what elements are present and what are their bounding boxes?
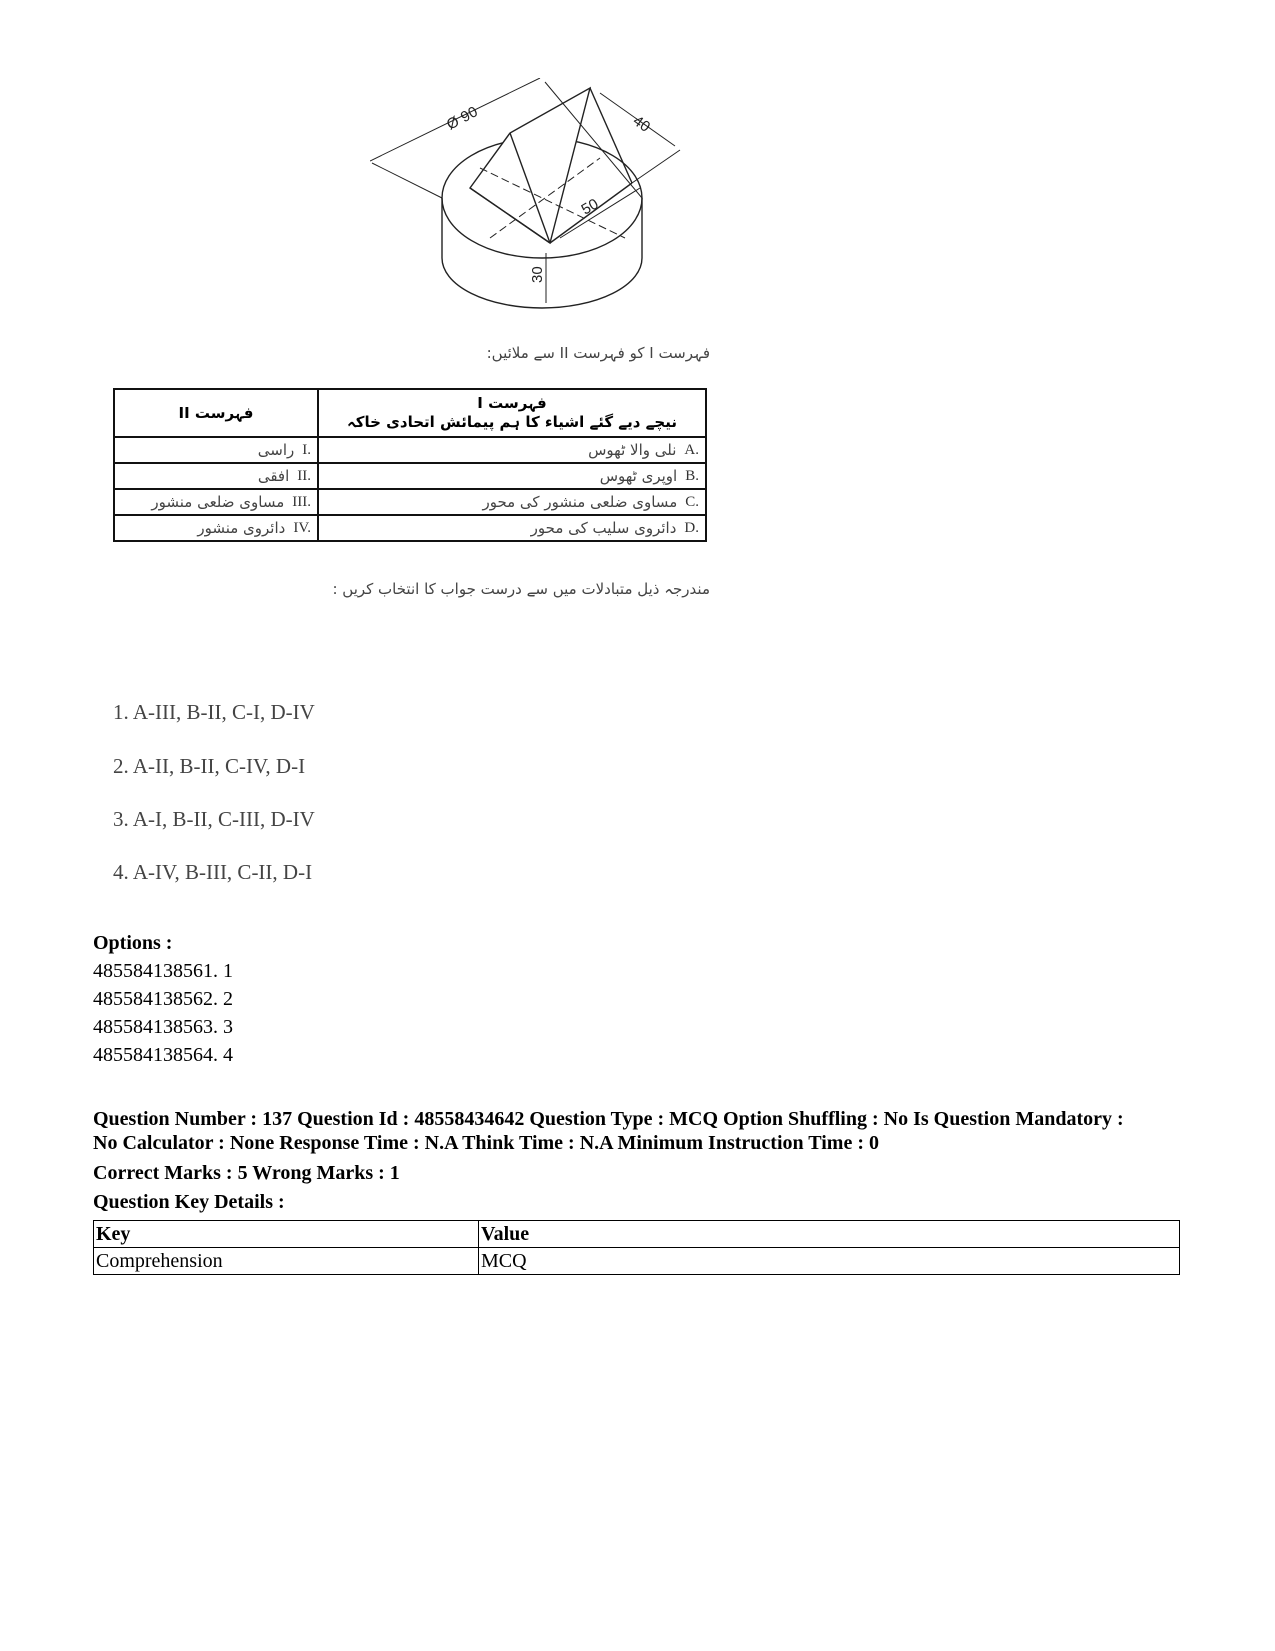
list1-item-letter: D. (684, 519, 699, 536)
prism-length-dim-line (560, 188, 640, 238)
key-column-header: Key (94, 1221, 479, 1248)
list2-item-text: راسی (257, 441, 295, 459)
options-heading: Options : (93, 932, 173, 954)
table-row (114, 489, 706, 515)
list2-item-num: I. (302, 441, 311, 458)
answer-choice-1: 1. A-III, B-II, C-I, D-IV (113, 700, 315, 724)
diameter-label: Ø 90 (443, 103, 481, 134)
match-table-header (114, 389, 706, 437)
option-item: 485584138564. 4 (93, 1044, 233, 1066)
prism-side-label: 40 (629, 112, 654, 136)
choose-instruction: مندرجہ ذیل متبادلات میں سے درست جواب کا انتخاب کریں : (332, 580, 710, 598)
key-cell: Comprehension (94, 1248, 479, 1275)
list1-item-text: نلی والا ٹھوس (588, 441, 677, 459)
key-details-table (93, 1220, 1180, 1275)
value-cell: MCQ (479, 1248, 1180, 1275)
list1-title: فہرست I (477, 394, 547, 412)
answer-choice-3: 3. A-I, B-II, C-III, D-IV (113, 807, 315, 831)
list1-header (318, 389, 706, 437)
list1-item-text: اوپری ٹھوس (599, 467, 678, 485)
list2-item-text: افقی (257, 467, 290, 485)
list1-item-text: مساوی ضلعی منشور کی محور (482, 493, 678, 511)
list2-item-num: III. (292, 493, 311, 510)
list1-item-letter: B. (685, 467, 699, 484)
height-label: 30 (529, 266, 546, 283)
list1-item-text: دائروی سلیب کی محور (530, 519, 677, 537)
list1-item-letter: C. (685, 493, 699, 510)
match-instruction: فہرست I کو فہرست II سے ملائیں: (486, 344, 710, 362)
list2-item-num: II. (297, 467, 311, 484)
table-row (94, 1248, 1180, 1275)
list1-item-letter: A. (684, 441, 699, 458)
list2-item-num: IV. (293, 519, 311, 536)
table-row (114, 437, 706, 463)
key-details-heading: Question Key Details : (93, 1191, 285, 1213)
question-meta (93, 1107, 1193, 1155)
match-table (113, 388, 707, 542)
prism-back-edge (590, 88, 632, 183)
key-table-header (94, 1221, 1180, 1248)
option-item: 485584138563. 3 (93, 1016, 233, 1038)
marks-line: Correct Marks : 5 Wrong Marks : 1 (93, 1162, 400, 1184)
prism-length-label: 50 (578, 195, 602, 219)
answer-choice-2: 2. A-II, B-II, C-IV, D-I (113, 754, 306, 778)
option-item: 485584138561. 1 (93, 960, 233, 982)
list2-item-text: دائروی منشور (197, 519, 286, 537)
list2-title: فہرست II (114, 389, 318, 437)
table-row (114, 463, 706, 489)
option-item: 485584138562. 2 (93, 988, 233, 1010)
answer-choice-4: 4. A-IV, B-III, C-II, D-I (113, 860, 313, 884)
value-column-header: Value (479, 1221, 1180, 1248)
question-meta-line-1: Question Number : 137 Question Id : 48558434642 Question Type : MCQ Option Shuffling : No Is Question Mandatory : (93, 1108, 1124, 1130)
list2-item-text: مساوی ضلعی منشور (151, 493, 285, 511)
isometric-figure (370, 78, 720, 328)
question-meta-line-2: No Calculator : None Response Time : N.A Think Time : N.A Minimum Instruction Time : 0 (93, 1132, 879, 1154)
prism-outline (470, 88, 590, 243)
table-row (114, 515, 706, 541)
list1-subtitle: نیچے دیے گئے اشیاء کا ہم پیمائش اتحادی خاکہ (346, 413, 677, 431)
